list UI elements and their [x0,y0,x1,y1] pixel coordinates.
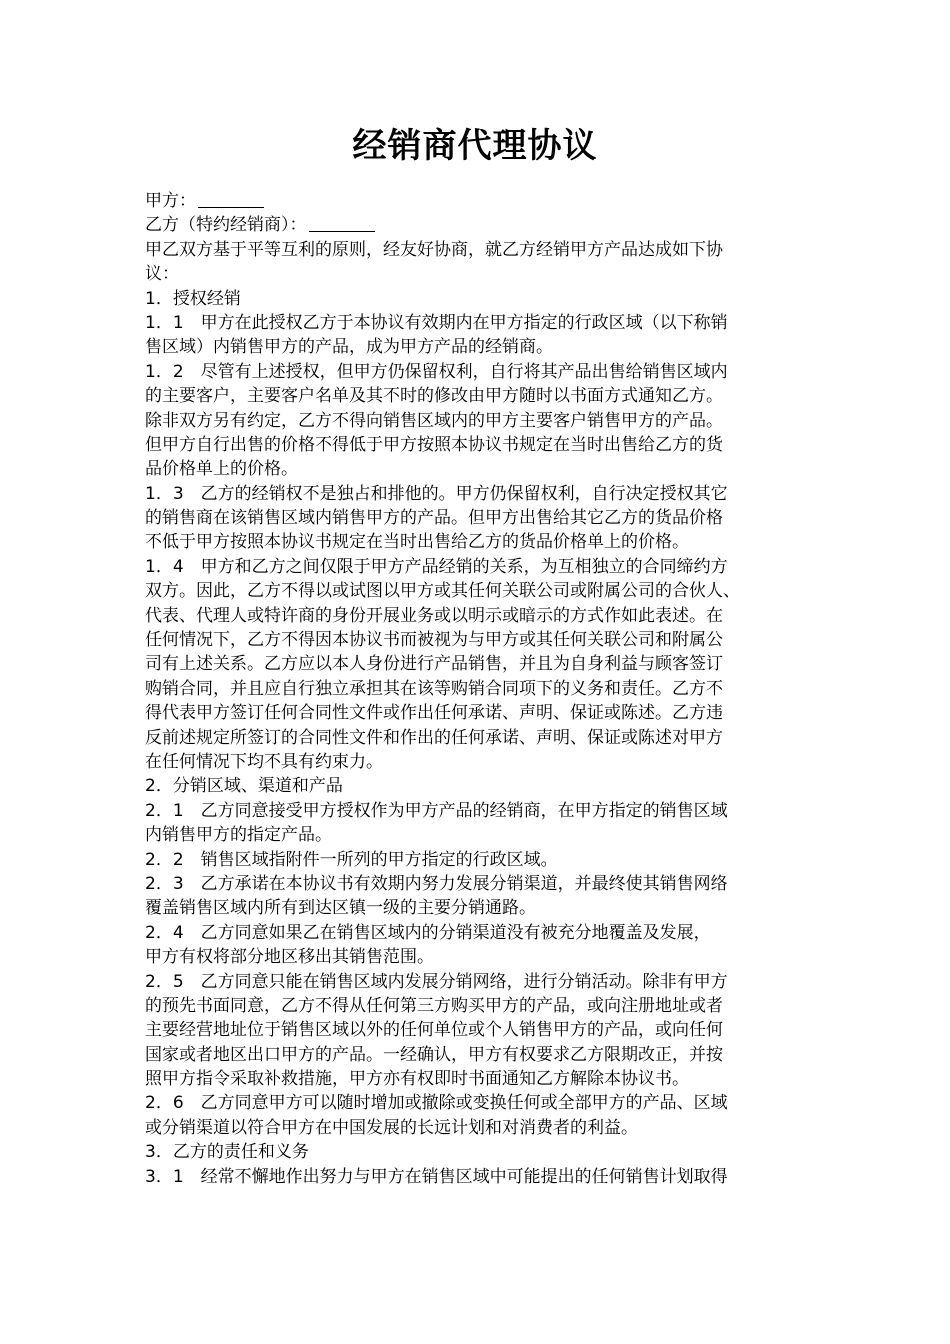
text-line: 的销售商在该销售区域内销售甲方的产品。但甲方出售给其它乙方的货品价格 [145,508,723,529]
text-line: 2．3 乙方承诺在本协议书有效期内努力发展分销渠道，并最终使其销售网络 [145,873,728,894]
text-line: 覆盖销售区域内所有到达区镇一级的主要分销通路。 [145,898,536,919]
text-line: 1．4 甲方和乙方之间仅限于甲方产品经销的关系，为互相独立的合同缔约方 [145,556,728,577]
text-line: 2．5 乙方同意只能在销售区域内发展分销网络，进行分销活动。除非有甲方 [145,971,728,992]
party-a-line [145,189,815,213]
text-line: 司有上述关系。乙方应以本人身份进行产品销售，并且为自身利益与顾客签订 [145,654,723,675]
document-title: 经销商代理协议 [352,126,598,166]
text-line: 内销售甲方的指定产品。 [145,825,332,846]
text-line: 议： [145,264,179,285]
text-line: 品价格单上的价格。 [145,459,298,480]
text-line: 1．2 尽管有上述授权，但甲方仍保留权利，自行将其产品出售给销售区域内 [145,361,728,382]
text-line: 甲方有权将部分地区移出其销售范围。 [145,947,434,968]
party-a-label: 甲方： [145,191,196,211]
text-line: 但甲方自行出售的价格不得低于甲方按照本协议书规定在当时出售给乙方的货 [145,434,723,455]
text-line: 不低于甲方按照本协议书规定在当时出售给乙方的货品价格单上的价格。 [145,532,689,553]
party-b-blank [309,215,375,232]
text-line: 的预先书面同意，乙方不得从任何第三方购买甲方的产品，或向注册地址或者 [145,995,723,1016]
text-line: 的主要客户，主要客户名单及其不时的修改由甲方随时以书面方式通知乙方。 [145,386,723,407]
text-line: 购销合同，并且应自行独立承担其在该等购销合同项下的义务和责任。乙方不 [145,678,723,699]
text-line: 2．1 乙方同意接受甲方授权作为甲方产品的经销商，在甲方指定的销售区域 [145,800,728,821]
text-line: 2．6 乙方同意甲方可以随时增加或撤除或变换任何或全部甲方的产品、区域 [145,1093,728,1114]
party-b-label: 乙方（特约经销商）： [145,215,307,236]
text-line: 2．4 乙方同意如果乙在销售区域内的分销渠道没有被充分地覆盖及发展， [145,922,711,943]
text-line: 或分销渠道以符合甲方在中国发展的长远计划和对消费者的利益。 [145,1117,638,1138]
text-line: 1．1 甲方在此授权乙方于本协议有效期内在甲方指定的行政区域（以下称销 [145,312,728,333]
text-line: 照甲方指令采取补救措施，甲方亦有权即时书面通知乙方解除本协议书。 [145,1069,689,1090]
text-line: 3．1 经常不懈地作出努力与甲方在销售区域中可能提出的任何销售计划取得 [145,1166,728,1187]
text-line: 1．授权经销 [145,288,241,309]
text-line: 2．分销区域、渠道和产品 [145,776,343,797]
text-line: 除非双方另有约定，乙方不得向销售区域内的甲方主要客户销售甲方的产品。 [145,410,723,431]
document-body [145,189,815,1189]
party-b-line [145,213,815,237]
text-line: 反前述规定所签订的合同性文件和作出的任何承诺、声明、保证或陈述对甲方 [145,727,723,748]
text-line: 甲乙双方基于平等互利的原则，经友好协商，就乙方经销甲方产品达成如下协 [145,239,723,260]
text-line: 任何情况下，乙方不得因本协议书而被视为与甲方或其任何关联公司和附属公 [145,630,723,651]
text-line: 2．2 销售区域指附件一所列的甲方指定的行政区域。 [145,849,558,870]
text-line: 3．乙方的责任和义务 [145,1142,309,1163]
text-line: 售区域）内销售甲方的产品，成为甲方产品的经销商。 [145,337,553,358]
party-a-blank [198,191,264,208]
text-line: 在任何情况下均不具有约束力。 [145,751,383,772]
text-line: 国家或者地区出口甲方的产品。一经确认，甲方有权要求乙方限期改正，并按 [145,1044,723,1065]
text-line: 代表、代理人或特许商的身份开展业务或以明示或暗示的方式作如此表述。在 [145,605,723,626]
text-line: 1．3 乙方的经销权不是独占和排他的。甲方仍保留权利，自行决定授权其它 [145,483,728,504]
text-line: 得代表甲方签订任何合同性文件或作出任何承诺、声明、保证或陈述。乙方违 [145,703,723,724]
text-line: 主要经营地址位于销售区域以外的任何单位或个人销售甲方的产品，或向任何 [145,1020,723,1041]
text-line: 双方。因此，乙方不得以或试图以甲方或其任何关联公司或附属公司的合伙人、 [145,581,740,602]
